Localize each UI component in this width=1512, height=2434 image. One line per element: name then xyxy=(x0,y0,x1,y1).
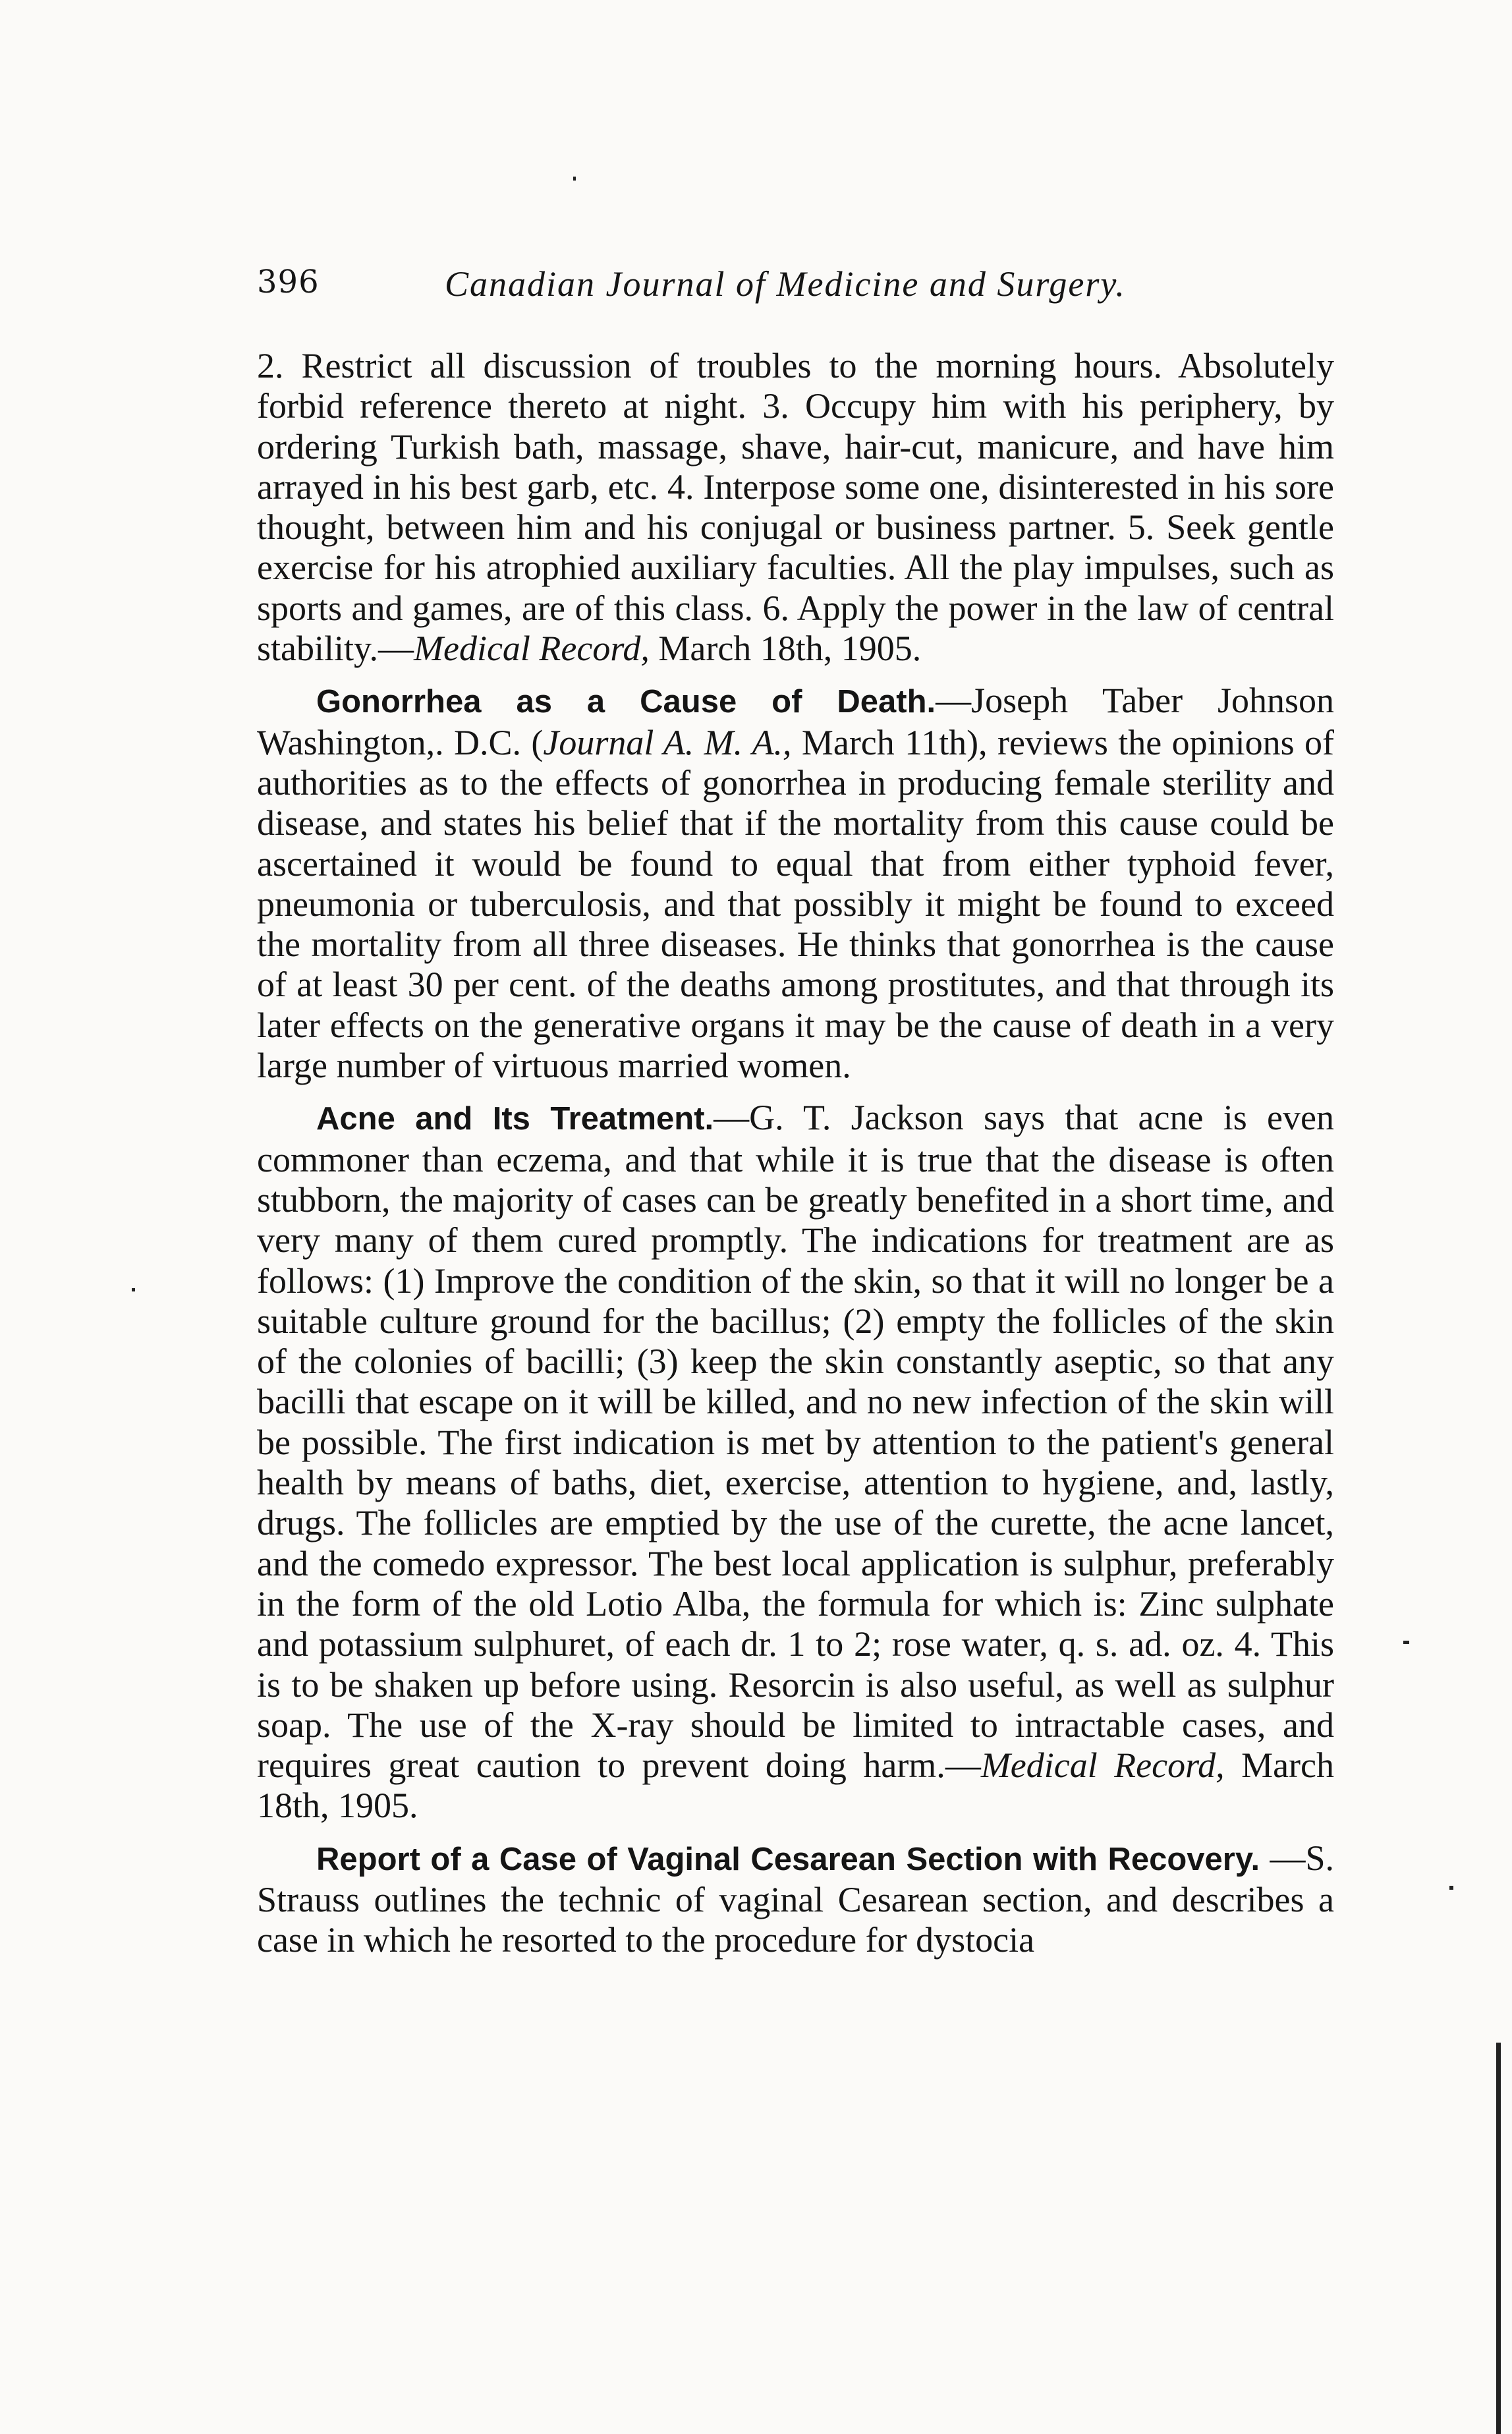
article-heading: Report of a Case of Vaginal Cesarean Section with Recovery. xyxy=(316,1841,1260,1877)
article-heading: Acne and Its Treatment. xyxy=(316,1101,714,1137)
page-number: 396 xyxy=(257,264,320,300)
scan-speck xyxy=(132,1288,135,1291)
scan-speck xyxy=(1449,1886,1453,1890)
page-header xyxy=(257,264,1344,316)
scan-margin-line xyxy=(1496,2043,1501,2434)
paragraph-continued: 2. Restrict all discussion of troubles to the morning hours. Absolutely forbid reference thereto at night. 3. Occupy him with his periphery, by ordering Turkish bath, massage, shave, hair-cut, manicure, and have him arrayed in his best garb, etc. 4. Interpose some one, disinterested in his sore thought, between him and his conjugal or business partner. 5. Seek gentle exercise for his atrophied auxiliary faculties. All the play impulses, such as sports and games, are of this class. 6. Apply the power in the law of central stability.—Medical Record, March 18th, 1905. xyxy=(257,346,1334,669)
citation-source: Medical Record, xyxy=(980,1745,1225,1786)
paragraph-text: March 11th), reviews the opinions of authorities as to the effects of gonorrhea in producing female sterility and disease, and states his belief that if the mortality from this cause could be ascertained it would be found to equal that from either typhoid fever, pneumonia or tuberculosis, and that possibly it might be found to exceed the mortality from all three diseases. He thinks that gonorrhea is the cause of at least 30 per cent. of the deaths among prostitutes, and that through its later effects on the generative organs it may be the cause of death in a very large number of virtuous married women. xyxy=(257,722,1334,1086)
citation-date: March 18th, 1905. xyxy=(257,1745,1334,1826)
article-gonorrhea xyxy=(257,681,1334,1086)
paragraph-text: —G. T. Jackson says that acne is even commoner than eczema, and that while it is true that the disease is often stubborn, the majority of cases can be greatly benefited in a short time, and very many of them cured promptly. The indications for treatment are as follows: (1) Improve the condition of the skin, so that it will no longer be a suitable culture ground for the bacillus; (2) empty the follicles of the skin of the colonies of bacilli; (3) keep the skin constantly aseptic, so that any bacilli that escape on it will be killed, and no new infection of the skin will be possible. The first indication is met by attention to the patient's general health by means of baths, diet, exercise, attention to hygiene, and, lastly, drugs. The follicles are emptied by the use of the curette, the acne lancet, and the comedo expressor. The best local application is sulphur, preferably in the form of the old Lotio Alba, the formula for which is: Zinc sulphate and potassium sulphuret, of each dr. 1 to 2; rose water, q. s. ad. oz. 4. This is to be shaken up before using. Resorcin is also useful, as well as sulphur soap. The use of the X-ray should be limited to intractable cases, and requires great caution to prevent doing harm. xyxy=(257,1098,1334,1786)
article-acne: Acne and Its Treatment.—G. T. Jackson says that acne is even commoner than eczema, and that while it is true that the disease is often stubborn, the majority of cases can be greatly benefited in a short time, and very many of them cured promptly. The indications for treatment are as follows: (1) Improve the condition of the skin, so that it will no longer be a suitable culture ground for the bacillus; (2) empty the follicles of the skin of the colonies of bacilli; (3) keep the skin constantly aseptic, so that any bacilli that escape on it will be killed, and no new infection of the skin will be possible. The first indication is met by attention to the patient's general health by means of baths, diet, exercise, attention to hygiene, and, lastly, drugs. The follicles are emptied by the use of the curette, the acne lancet, and the comedo expressor. The best local application is sulphur, preferably in the form of the old Lotio Alba, the formula for which is: Zinc sulphate and potassium sulphuret, of each dr. 1 to 2; rose water, q. s. ad. oz. 4. This is to be shaken up before using. Resorcin is also useful, as well as sulphur soap. The use of the X-ray should be limited to intractable cases, and requires great caution to prevent doing harm.—Medical Record, March 18th, 1905. xyxy=(257,1098,1334,1826)
scan-speck xyxy=(573,177,576,181)
citation-source: Medical Record, xyxy=(414,629,650,669)
paragraph-text: —Joseph Taber Johnson Washington,. D.C. ( xyxy=(257,681,1335,762)
article-body xyxy=(257,346,1334,1973)
running-title: Canadian Journal of Medicine and Surgery. xyxy=(445,264,1126,304)
paragraph-text: —S. Strauss outlines the technic of vaginal Cesarean section, and describes a case in which he resorted to the procedure for dystocia xyxy=(257,1838,1335,1960)
citation-journal: Journal A. M. A., xyxy=(543,722,792,762)
paragraph-text: 2. Restrict all discussion of troubles to the morning hours. Absolutely forbid reference thereto at night. 3. Occupy him with his periphery, by ordering Turkish bath, massage, shave, hair-cut, manicure, and have him arrayed in his best garb, etc. 4. Interpose some one, disinterested in his sore thought, between him and his conjugal or business partner. 5. Seek gentle exercise for his atrophied auxiliary faculties. All the play impulses, such as sports and games, are of this class. 6. Apply the power in the law of central stability. xyxy=(257,346,1334,669)
citation-date: March 18th, 1905. xyxy=(658,629,922,669)
article-heading: Gonorrhea as a Cause of Death. xyxy=(316,684,936,720)
scan-speck xyxy=(1403,1641,1409,1644)
article-cesarean xyxy=(257,1838,1334,1961)
